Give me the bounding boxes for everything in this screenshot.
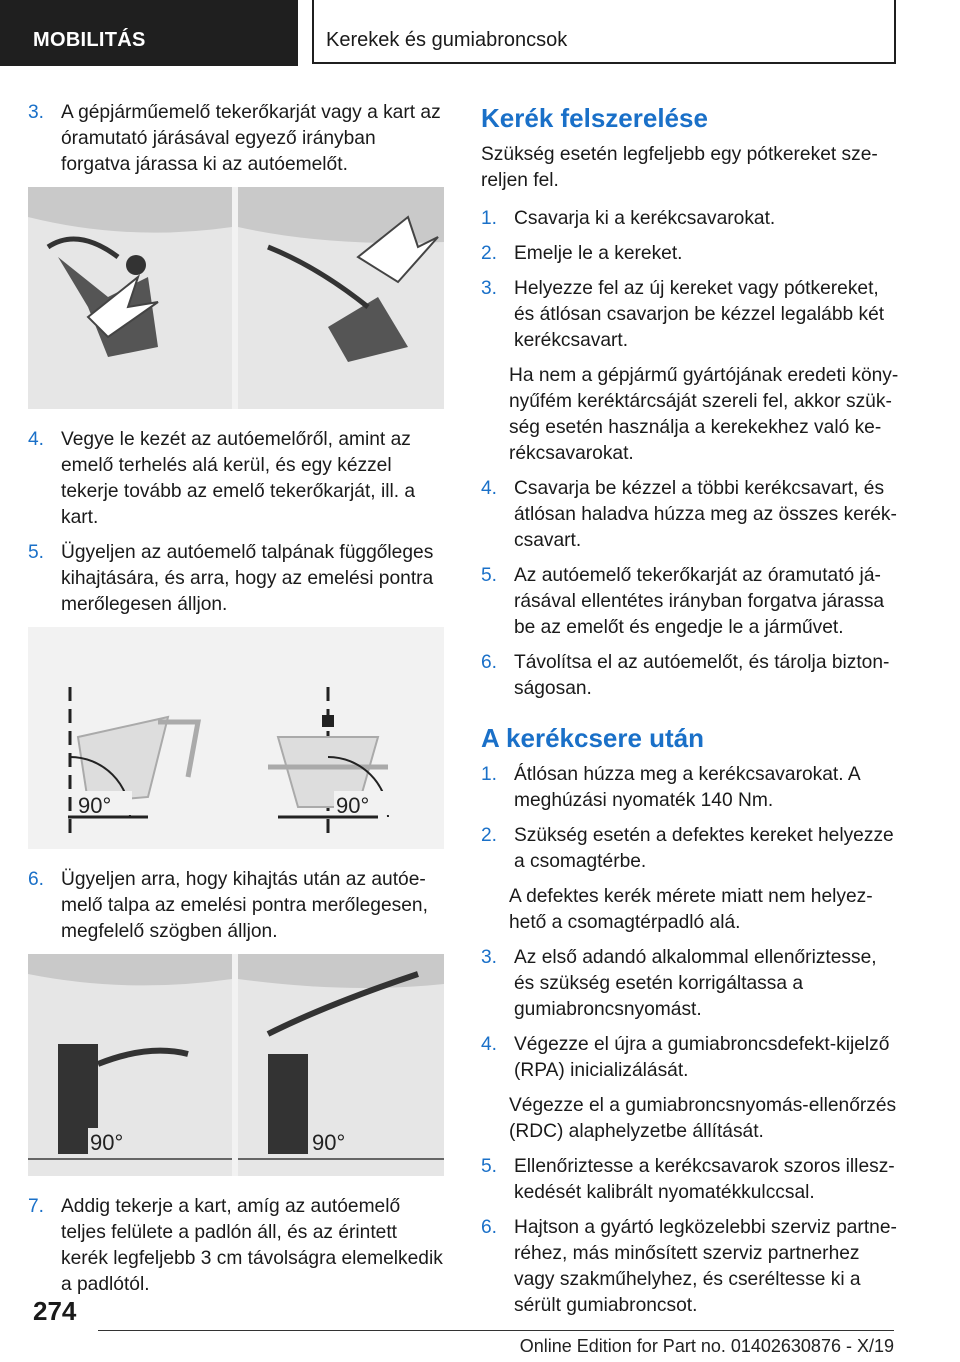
step-text: Ügyeljen az autóemelő talpának függőleges kihajtására, és arra, hogy az emelési pontra merőlegesen álljon. <box>61 542 434 615</box>
mount-note: Ha nem a gépjármű gyártójának eredeti könynyűfém keréktárcsáját szereli fel, akkor szükség esetén használja a kerekekhez való kerékcsavarokat. <box>509 365 899 464</box>
after-step-6 <box>481 1215 901 1319</box>
after-step-3 <box>481 945 901 1023</box>
step-5 <box>28 540 446 618</box>
mount-step-4 <box>481 476 901 554</box>
step-text: Az autóemelő tekerőkarját az óramutató járásával ellentétes irányban forgatva járassa be az emelőt és engedje le a járművet. <box>514 565 885 638</box>
step-text: Helyezze fel az új kereket vagy pótkereket, és átlósan csavarjon be kézzel legalább két kerékcsavart. <box>514 278 885 351</box>
step-number: 4. <box>481 478 498 499</box>
after-step-2 <box>481 823 901 875</box>
step-number: 7. <box>28 1196 45 1217</box>
step-text: Távolítsa el az autóemelőt, és tárolja biztonságosan. <box>514 652 890 699</box>
step-number: 4. <box>28 429 45 450</box>
mount-step-6 <box>481 650 901 702</box>
angle-label: 90° <box>78 793 112 818</box>
edition-info: Online Edition for Part no. 01402630876 - X/19 <box>519 1336 894 1356</box>
jack-angle-illustration <box>28 627 444 849</box>
step-number: 5. <box>481 565 498 586</box>
step-text: Szükség esetén a defektes kereket helyezze a csomagtérbe. <box>514 825 894 872</box>
jack-crank-illustration <box>28 187 444 409</box>
heading-mount-wheel: Kerék felszerelése <box>481 103 708 133</box>
left-column <box>28 100 446 1307</box>
page-number: 274 <box>33 1296 77 1326</box>
page-header <box>0 0 960 66</box>
step-text: Ellenőriztesse a kerékcsavarok szoros illeszkedését kalibrált nyomatékkulccsal. <box>514 1156 895 1203</box>
step-text: Az első adandó alkalommal ellenőriztesse, és szükség esetén korrigáltassa a gumiabroncsnyomást. <box>514 947 877 1020</box>
step-text: Végezze el újra a gumiabroncsdefekt-kijelző (RPA) inicializálását. <box>514 1034 890 1081</box>
step-text: Addig tekerje a kart, amíg az autóemelő teljes felülete a padlón áll, és az érintett kerék legfeljebb 3 cm távolságra elemelkedik a padlótól. <box>61 1196 443 1295</box>
mount-step-5 <box>481 563 901 641</box>
footer-divider <box>98 1330 894 1331</box>
step-text: Emelje le a kereket. <box>514 243 683 264</box>
step-number: 3. <box>481 947 498 968</box>
step-number: 6. <box>481 652 498 673</box>
step-4 <box>28 427 446 531</box>
after-step-4-note: Végezze el a gumiabroncsnyomás-ellenőrzés (RDC) alaphelyzetbe állítását. <box>509 1095 897 1142</box>
step-number: 3. <box>481 278 498 299</box>
chapter-title: Kerekek és gumiabroncsok <box>312 0 896 64</box>
step-text: Ügyeljen arra, hogy kihajtás után az autóemelő talpa az emelési pontra merőlegesen, megfelelő szögben álljon. <box>61 869 428 942</box>
step-text: Hajtson a gyártó legközelebbi szerviz partneréhez, más minősített szerviz partnerhez vagy szakműhelyhez, és cseréltesse ki a sérült gumiabroncsot. <box>514 1217 897 1316</box>
step-text: Csavarja ki a kerékcsavarokat. <box>514 208 776 229</box>
after-step-1 <box>481 762 901 814</box>
angle-label: 90° <box>90 1130 124 1155</box>
step-number: 4. <box>481 1034 498 1055</box>
step-number: 3. <box>28 102 45 123</box>
angle-label: 90° <box>312 1130 346 1155</box>
step-number: 6. <box>28 869 45 890</box>
mount-step-2 <box>481 241 901 267</box>
after-step-4 <box>481 1032 901 1084</box>
step-number: 1. <box>481 208 498 229</box>
step-number: 5. <box>28 542 45 563</box>
step-number: 2. <box>481 825 498 846</box>
step-7 <box>28 1194 446 1298</box>
step-6 <box>28 867 446 945</box>
mount-intro: Szükség esetén legfeljebb egy pótkereket szereljen fel. <box>481 144 878 191</box>
step-text: A gépjárműemelő tekerőkarját vagy a kart az óramutató járásával egyező irányban forgatva járassa ki az autóemelőt. <box>61 102 441 175</box>
step-text: Átlósan húzza meg a kerékcsavarokat. A meghúzási nyomaték 140 Nm. <box>514 764 860 811</box>
angle-label: 90° <box>336 793 370 818</box>
after-step-5 <box>481 1154 901 1206</box>
jack-grounded-illustration <box>28 954 444 1176</box>
step-3 <box>28 100 446 178</box>
step-number: 5. <box>481 1156 498 1177</box>
after-step-2-note: A defektes kerék mérete miatt nem helyezhető a csomagtérpadló alá. <box>509 886 873 933</box>
section-tab: MOBILITÁS <box>0 0 298 66</box>
step-number: 1. <box>481 764 498 785</box>
mount-step-1 <box>481 206 901 232</box>
mount-step-3 <box>481 276 901 354</box>
heading-after-change: A kerékcsere után <box>481 723 705 753</box>
step-number: 2. <box>481 243 498 264</box>
step-text: Csavarja be kézzel a többi kerékcsavart, és átlósan haladva húzza meg az összes kerékcsavart. <box>514 478 897 551</box>
step-number: 6. <box>481 1217 498 1238</box>
step-text: Vegye le kezét az autóemelőről, amint az emelő terhelés alá kerül, és egy kézzel tekerje tovább az emelő tekerőkarját, ill. a kart. <box>61 429 416 528</box>
right-column <box>481 100 901 1328</box>
